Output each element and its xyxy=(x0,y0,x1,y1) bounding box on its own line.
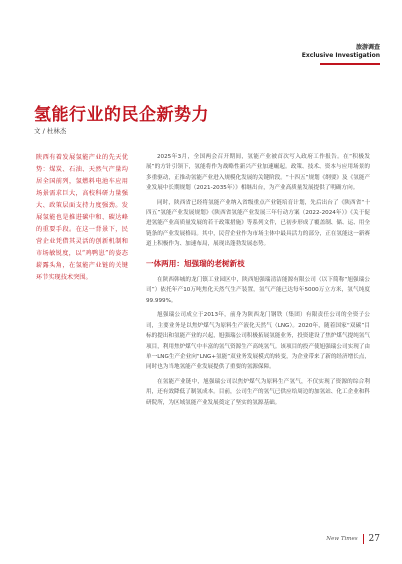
article-title: 氢能行业的民企新势力 xyxy=(34,105,209,125)
section-heading: 一体两用：旭强瑞的老树新枝 xyxy=(146,258,245,268)
body-paragraph: 2025年3月，全国两会召开期间，氢能产业被首次写入政府工作报告。在“积极发展”的方针引领下，氢能将作为战略性新兴产业加速崛起。政策、技术、资本与应用场景的多重驱动，正推动氢能产业进入规模化发展的关键阶段。“十四五”规划《纲要》及《氢能产业发展中长期规划（2021-2035年）》相继出台，为产业高质量发展提供了明确方向。 xyxy=(146,154,370,192)
article-body xyxy=(146,152,370,412)
magazine-name: New Times xyxy=(326,536,358,542)
body-paragraph: 在陕西韩城的龙门镇工业园区中，陕西旭强瑞清洁能源有限公司（以下简称“旭强瑞公司”）依托年产10万吨焦化天然气生产装置，氢气产能已达每年5000万立方米，氢气纯度99.999%。 xyxy=(146,277,370,304)
body-paragraph: 在氢能产业链中，旭强瑞公司以焦炉煤气为原料生产氢气，不仅实现了资源的综合利用，还有效降低了制氢成本。目前，公司生产的氢气已供应给周边的加氢站、化工企业和科研院所，为区域氢能产业发展奠定了坚实的氢源基础。 xyxy=(146,378,370,406)
page-footer xyxy=(326,534,380,544)
column-name-zh: 旅游调查 xyxy=(355,44,380,51)
article-author: 文 / 杜林杰 xyxy=(34,127,67,135)
footer-divider xyxy=(363,534,364,544)
body-paragraph: 同时，陕西省已经将氢能产业纳入省级重点产业链培育计划，先后出台了《陕西省“十四五”氢能产业发展规划》《陕西省氢能产业发展三年行动方案（2022-2024年）》《关于促进氢能产业高质量发展的若干政策措施》等系列文件，已初步形成了覆盖制、储、运、用全链条的产业发展格局。其中，民营企业作为市场主体中最具活力的部分，正在氢能这一新赛道上积极作为、加速布局，展现出蓬勃发展态势。 xyxy=(146,199,370,248)
column-label xyxy=(302,44,380,59)
body-paragraph: 旭强瑞公司成立于2013年，前身为陕西龙门钢铁（集团）有限责任公司的全资子公司，主要业务是以焦炉煤气为原料生产液化天然气（LNG）。2020年，随着国家“双碳”目标的提出和氢能产业的兴起，旭强瑞公司积极拓展氢能业务，投资建设了焦炉煤气提纯氢气项目，利用焦炉煤气中丰富的氢气资源生产高纯氢气。该项目的投产使旭强瑞公司实现了由单一LNG生产企业向“LNG+氢能”双业务发展模式的转变，为企业带来了新的经济增长点，同时也为当地氢能产业发展提供了重要的氢源保障。 xyxy=(146,312,370,371)
column-accent-bar xyxy=(320,63,380,65)
sidebar-pull-quote: 陕西有着发展氢能产业的先天优势：煤炭、石油、天然气产量均居全国前列，氢燃料电池车应用场景需求巨大，高校科研力量强大、政策层面支持力度强劲。发展氢能也是推进碳中和、碳达峰的重要手段。在这一背景下，民营企业凭借其灵活的创新机制和市场敏锐度，以“鸡鸭崽”的姿态崭露头角，在氢能产业链的关键环节实现技术突围。 xyxy=(36,154,128,281)
column-name-en: Exclusive Investigation xyxy=(301,51,380,59)
page-number: 27 xyxy=(368,534,380,544)
